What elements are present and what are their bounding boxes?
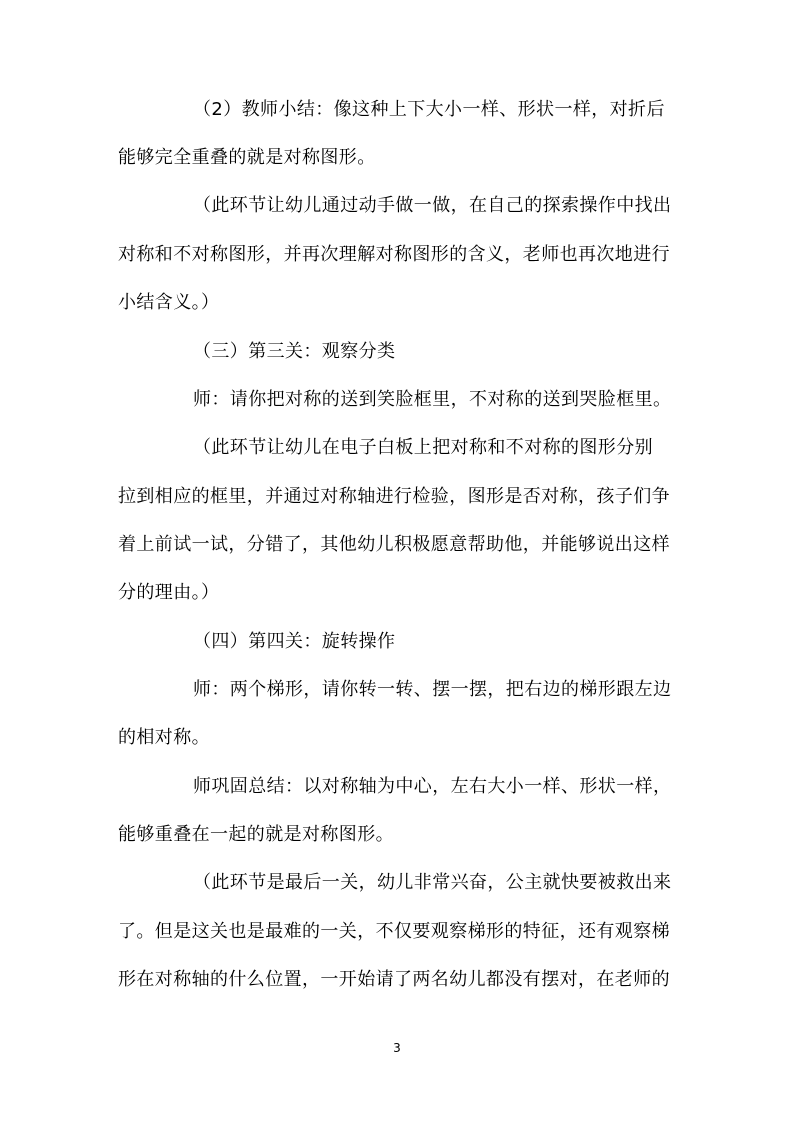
text-line: （2）教师小结：像这种上下大小一样、形状一样，对折后	[193, 99, 665, 120]
page-number: 3	[393, 1041, 401, 1055]
text-line: 对称和不对称图形，并再次理解对称图形的含义，老师也再次地进行	[118, 244, 670, 265]
text-line: 师巩固总结：以对称轴为中心，左右大小一样、形状一样，	[193, 776, 672, 797]
text-line: 拉到相应的框里，并通过对称轴进行检验，图形是否对称，孩子们争	[118, 486, 670, 507]
text-line: 小结含义。）	[118, 292, 220, 313]
text-line: 分的理由。）	[118, 582, 220, 603]
text-line: 着上前试一试，分错了，其他幼儿积极愿意帮助他，并能够说出这样	[118, 534, 670, 555]
text-line: 的相对称。	[118, 727, 210, 748]
text-line: 了。但是这关也是最难的一关，不仅要观察梯形的特征，还有观察梯	[118, 921, 670, 942]
text-line: 师：两个梯形，请你转一转、摆一摆，把右边的梯形跟左边	[193, 679, 672, 700]
text-line: （此环节让幼儿在电子白板上把对称和不对称的图形分别	[193, 437, 653, 458]
text-line: 师：请你把对称的送到笑脸框里，不对称的送到哭脸框里。	[193, 389, 672, 410]
text-line: 形在对称轴的什么位置，一开始请了两名幼儿都没有摆对，在老师的	[118, 969, 670, 990]
text-line: （三）第三关：观察分类	[193, 341, 396, 362]
text-line: （此环节让幼儿通过动手做一做，在自己的探索操作中找出	[193, 195, 672, 216]
text-line: （此环节是最后一关，幼儿非常兴奋，公主就快要被救出来	[193, 872, 672, 893]
text-line: 能够重叠在一起的就是对称图形。	[118, 824, 394, 845]
text-line: 能够完全重叠的就是对称图形。	[118, 147, 376, 168]
text-line: （四）第四关：旋转操作	[193, 631, 396, 652]
